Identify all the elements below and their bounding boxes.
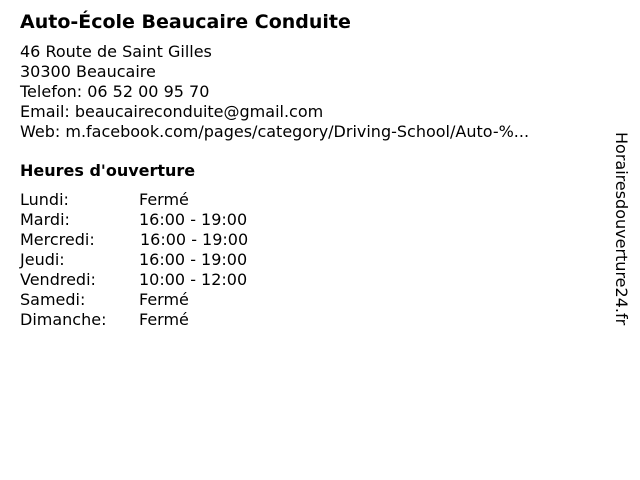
address-street: 46 Route de Saint Gilles xyxy=(20,42,212,61)
site-watermark: Horairesdouverture24.fr xyxy=(612,132,631,326)
web-line: Web: m.facebook.com/pages/category/Driving-School/Auto-%... xyxy=(20,122,530,141)
hours-value: Fermé xyxy=(139,190,189,209)
hours-row-tuesday xyxy=(20,210,600,230)
hours-row-friday xyxy=(20,270,600,290)
opening-hours-title: Heures d'ouverture xyxy=(20,161,196,180)
business-card xyxy=(20,10,600,330)
contact-info xyxy=(20,42,600,142)
hours-row-wednesday xyxy=(20,230,600,250)
day-label: Dimanche: xyxy=(20,310,107,329)
day-label: Mardi: xyxy=(20,210,70,229)
hours-row-monday xyxy=(20,190,600,210)
day-label: Samedi: xyxy=(20,290,86,309)
hours-row-thursday xyxy=(20,250,600,270)
day-label: Vendredi: xyxy=(20,270,96,289)
day-label: Jeudi: xyxy=(20,250,65,269)
hours-value: 16:00 - 19:00 xyxy=(139,210,248,229)
hours-row-saturday xyxy=(20,290,600,310)
hours-value: Fermé xyxy=(139,310,189,329)
hours-row-sunday xyxy=(20,310,600,330)
business-name: Auto-École Beaucaire Conduite xyxy=(20,11,351,33)
hours-value: Fermé xyxy=(139,290,189,309)
hours-value: 16:00 - 19:00 xyxy=(139,250,248,269)
opening-hours-table xyxy=(20,190,600,330)
address-city: 30300 Beaucaire xyxy=(20,62,156,81)
hours-value: 16:00 - 19:00 xyxy=(140,230,249,249)
day-label: Lundi: xyxy=(20,190,69,209)
day-label: Mercredi: xyxy=(20,230,95,249)
email-line: Email: beaucaireconduite@gmail.com xyxy=(20,102,324,121)
phone-line: Telefon: 06 52 00 95 70 xyxy=(20,82,210,101)
hours-value: 10:00 - 12:00 xyxy=(139,270,248,289)
